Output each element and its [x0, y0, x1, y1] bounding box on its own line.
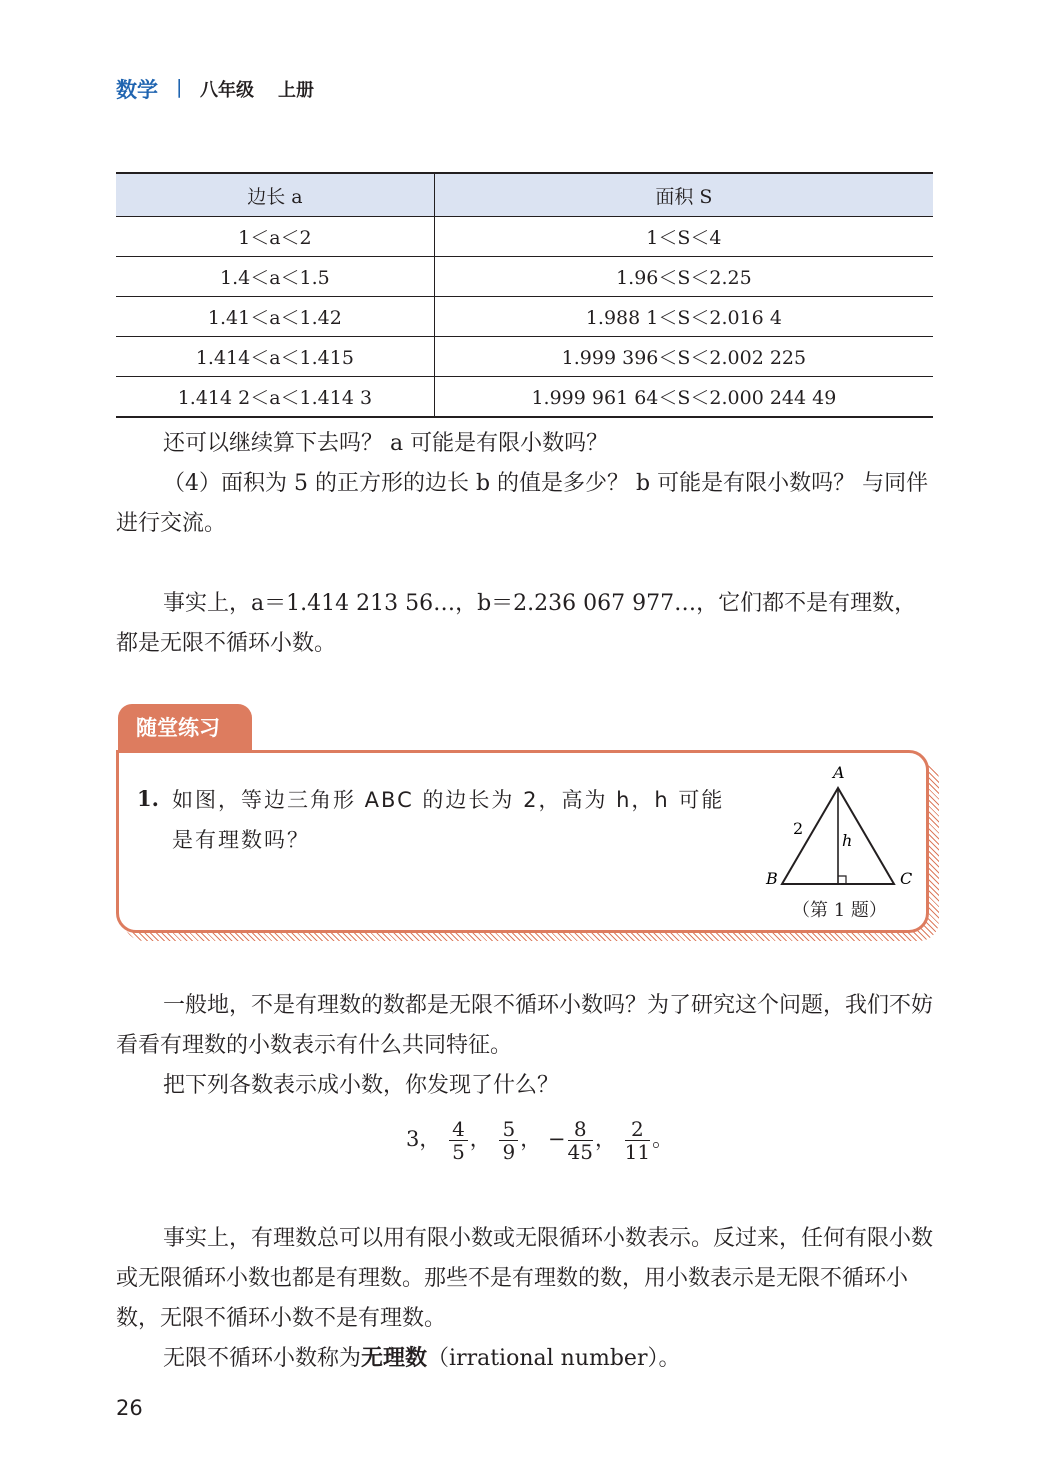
paragraph-task: 把下列各数表示成小数，你发现了什么？	[163, 1073, 560, 1098]
table-cell: 1.414 2＜a＜1.414 3	[116, 377, 434, 418]
definition-term: 无理数	[361, 1346, 428, 1371]
vertex-a-label: A	[833, 763, 845, 782]
fraction-numerator: 4	[449, 1118, 468, 1141]
right-angle-mark	[838, 876, 846, 884]
fraction-8-45	[568, 1118, 593, 1163]
practice-tag: 随堂练习	[118, 704, 252, 752]
vertex-b-label: B	[766, 869, 778, 888]
table-cell: 1＜S＜4	[434, 217, 933, 257]
fraction-denominator: 9	[502, 1140, 516, 1164]
fraction-5-9	[499, 1118, 518, 1163]
table-cell: 1.96＜S＜2.25	[434, 257, 933, 297]
header-grade: 八年级	[200, 80, 254, 101]
table-row	[116, 257, 933, 297]
definition-post: （irrational number）。	[427, 1346, 681, 1371]
header-subject: 数学	[116, 78, 158, 102]
paragraph-continue: 还可以继续算下去吗？ a 可能是有限小数吗？	[163, 431, 609, 456]
height-label: h	[842, 831, 853, 850]
negative-sign: −	[547, 1127, 566, 1151]
table-cell: 1.414＜a＜1.415	[116, 337, 434, 377]
fraction-denominator: 11	[624, 1140, 651, 1164]
vertex-c-label: C	[900, 869, 913, 888]
table-cell: 1.4＜a＜1.5	[116, 257, 434, 297]
table-row	[116, 297, 933, 337]
side-length-label: 2	[793, 819, 804, 838]
expr-sep: ，	[594, 1127, 616, 1151]
header-separator: |	[176, 76, 183, 98]
table-header-side: 边长 a	[116, 173, 434, 217]
figure-caption: （第 1 题）	[792, 900, 887, 921]
table-cell: 1.41＜a＜1.42	[116, 297, 434, 337]
side-area-table	[116, 172, 933, 418]
table-cell: 1＜a＜2	[116, 217, 434, 257]
expr-sep: ，	[520, 1127, 542, 1151]
paragraph-general: 一般地，不是有理数的数都是无限不循环小数吗？为了研究这个问题，我们不妨看看有理数的小数表示有什么共同特征。	[116, 993, 934, 1058]
paragraph-fact-1: 事实上，a＝1.414 213 56…，b＝2.236 067 977…，它们都不是有理数，都是无限不循环小数。	[116, 591, 917, 656]
table-row	[116, 217, 933, 257]
triangle-figure	[760, 760, 920, 890]
fraction-4-5	[449, 1118, 468, 1163]
expr-lead: 3，	[406, 1127, 441, 1151]
exercise-number: 1.	[137, 786, 159, 811]
table-row	[116, 377, 933, 418]
fraction-numerator: 5	[499, 1118, 518, 1141]
exercise-text: 如图，等边三角形 ABC 的边长为 2，高为 h，h 可能是有理数吗？	[172, 788, 725, 852]
table-header-area: 面积 S	[434, 173, 933, 217]
definition-pre: 无限不循环小数称为	[163, 1346, 362, 1371]
paragraph-fact-2: 事实上，有理数总可以用有限小数或无限循环小数表示。反过来，任何有限小数或无限循环小数也都是有理数。那些不是有理数的数，用小数表示是无限不循环小数，无限不循环小数不是有理数。	[116, 1226, 934, 1331]
table-cell: 1.999 396＜S＜2.002 225	[434, 337, 933, 377]
table-cell: 1.999 961 64＜S＜2.000 244 49	[434, 377, 933, 418]
fraction-numerator: 2	[625, 1118, 650, 1141]
page-number: 26	[116, 1396, 143, 1420]
fraction-denominator: 5	[452, 1140, 465, 1164]
fraction-numerator: 8	[568, 1118, 593, 1141]
paragraph-question-4: （4）面积为 5 的正方形的边长 b 的值是多少？ b 可能是有限小数吗？ 与同伴进行交流。	[116, 471, 929, 536]
table-header-row	[116, 173, 933, 217]
fraction-denominator: 45	[567, 1140, 593, 1164]
table-cell: 1.988 1＜S＜2.016 4	[434, 297, 933, 337]
header-volume: 上册	[278, 80, 314, 101]
fraction-2-11	[625, 1118, 650, 1163]
table-row	[116, 337, 933, 377]
expr-end: 。	[652, 1127, 674, 1151]
paragraph-definition	[116, 1339, 934, 1379]
fraction-expression	[406, 1118, 673, 1163]
expr-sep: ，	[469, 1127, 491, 1151]
